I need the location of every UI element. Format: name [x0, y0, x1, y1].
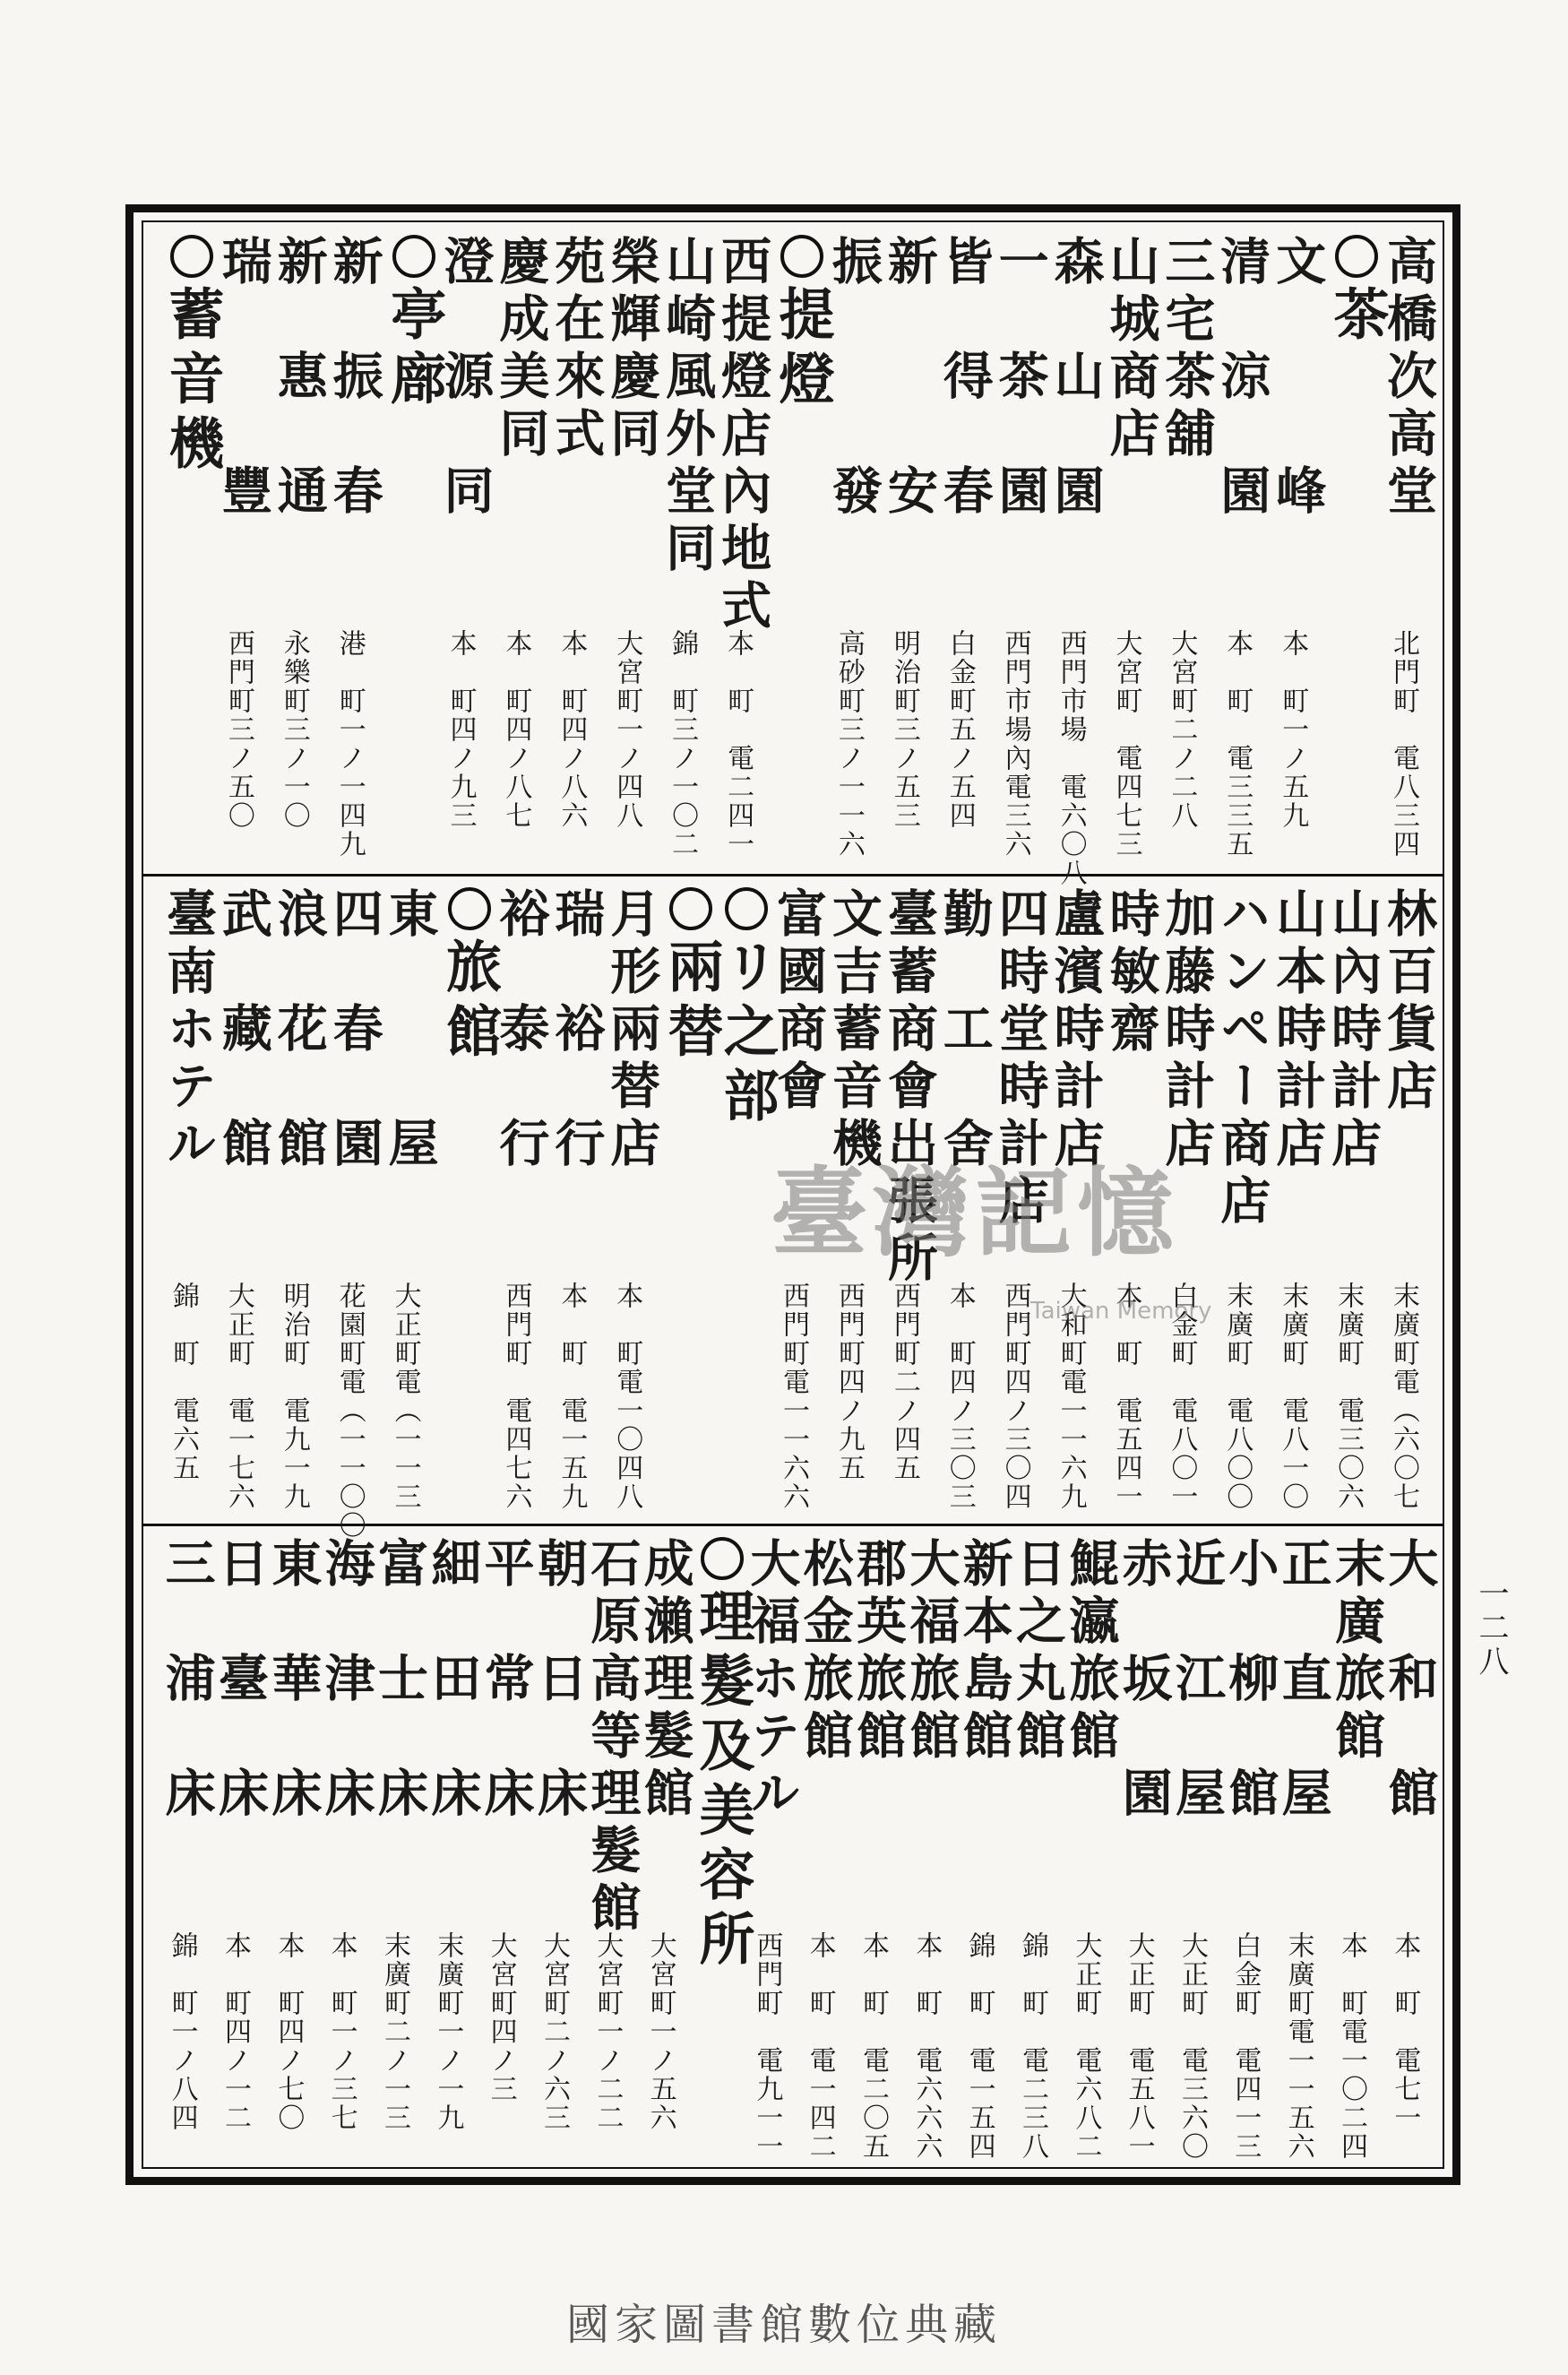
listing-name: 石原高等理髮館	[582, 1537, 642, 1939]
listing-name: 新 惠 通	[269, 235, 329, 522]
listing-name: 加藤時計店	[1157, 887, 1217, 1174]
listing-name: 日 臺 床	[211, 1537, 270, 1824]
listing-address: 西門町三ノ五〇	[222, 629, 254, 830]
listing-address: 明治町 電九一九	[278, 1282, 310, 1511]
listing-name: 武 藏 館	[213, 887, 273, 1174]
listing-address: 白金町五ノ五四	[943, 629, 976, 830]
listing-address: 本 町四ノ七〇	[272, 1931, 305, 2132]
listing-address: 本 町電一〇二四	[1336, 1931, 1367, 2161]
listing-name: 成瀨理髮館	[635, 1537, 695, 1824]
listing-name: 臺蓄商會出張所	[879, 887, 939, 1289]
listing-name: 慶成美同	[491, 235, 551, 464]
listing-name: 瑞 豐	[213, 235, 273, 522]
listing-address: 大正町 電五八一	[1123, 1931, 1155, 2161]
section-divider-1	[142, 874, 1444, 877]
listing-name: 三宅茶舖	[1157, 235, 1217, 464]
listing-name: 大 和 館	[1380, 1537, 1440, 1824]
listing-address: 本 町四ノ八六	[556, 629, 588, 830]
listing-address: 末廣町 電八一〇	[1277, 1282, 1309, 1511]
circle-mark-icon	[701, 1537, 744, 1580]
listing-name: 四時堂時計店	[990, 887, 1050, 1231]
listing-address: 大宮町一ノ二二	[591, 1931, 624, 2132]
listing-address: 北門町 電八三四	[1388, 629, 1420, 859]
circle-mark-icon	[392, 235, 435, 278]
listing-address: 大宮町二ノ六三	[538, 1931, 570, 2132]
listing-name: 小 柳 館	[1220, 1537, 1280, 1824]
listing-address: 大宮町一ノ四八	[611, 629, 643, 830]
listing-address: 西門町四ノ九五	[832, 1282, 865, 1482]
listing-address: 錦 町 電六五	[167, 1282, 199, 1482]
listing-name: 臺南ホテル	[158, 887, 218, 1174]
listing-address: 西門町四ノ三〇四	[999, 1282, 1031, 1511]
circle-mark-icon	[448, 887, 491, 930]
listing-name: 近 江 屋	[1167, 1537, 1227, 1824]
listing-name: 勤 工 舍	[935, 887, 995, 1174]
listing-name: 盧濱時計店	[1046, 887, 1106, 1174]
listing-name: 三 浦 床	[157, 1537, 217, 1824]
listing-name: 浪 花 館	[269, 887, 329, 1174]
listing-address: 大宮町 電四七三	[1110, 629, 1142, 859]
listing-address: 西門町電一一六六	[778, 1282, 809, 1511]
listing-name: 苑在來式	[547, 235, 607, 464]
page-number: 一二八	[1473, 1577, 1509, 1680]
listing-name: 清 涼 園	[1212, 235, 1272, 522]
listing-address: 西門市場內電三六	[999, 629, 1031, 859]
listing-name: 富 士 床	[370, 1537, 429, 1824]
listing-name: 時敏齋	[1101, 887, 1161, 1059]
listing-name: 新本島館	[954, 1537, 1014, 1766]
footer-credit: 國家圖書館數位典藏	[565, 2300, 1002, 2350]
listing-name: 瑞 裕 行	[547, 887, 607, 1174]
listing-name: 皆 得 春	[935, 235, 995, 522]
watermark-main: 臺灣記憶	[771, 1157, 1180, 1270]
category-label: 兩替	[659, 937, 725, 1067]
listing-name: 富國商會	[769, 887, 828, 1117]
circle-mark-icon	[725, 887, 768, 930]
listing-address: 西門町 電九一一	[751, 1931, 783, 2161]
listing-name: 裕 泰 行	[491, 887, 551, 1174]
listing-address: 末廣町電一一五六	[1282, 1931, 1314, 2161]
listing-name: 末廣旅館	[1327, 1537, 1386, 1766]
listing-address: 錦 町 電一五四	[963, 1931, 995, 2161]
listing-address: 大宮町四ノ三	[485, 1931, 517, 2103]
listing-address: 花園町電（一一〇〇	[333, 1282, 366, 1540]
listing-address: 明治町三ノ五三	[888, 629, 920, 830]
category-label: 茶	[1324, 285, 1391, 350]
listing-name: 西提燈店內地式	[713, 235, 773, 636]
listing-address: 本 町四ノ八七	[500, 629, 532, 830]
listing-address: 本 町 電一五九	[556, 1282, 588, 1511]
watermark-sub: Taiwan Memory	[1030, 1298, 1212, 1325]
listing-name: 海 津 床	[316, 1537, 376, 1824]
listing-name: 大福ホテル	[742, 1537, 802, 1824]
listing-address: 港 町一ノ一四九	[333, 629, 366, 859]
listing-address: 大正町電（一一三	[389, 1282, 421, 1511]
listing-name: 森 山 園	[1046, 235, 1106, 522]
listing-name: 振 發	[823, 235, 883, 522]
listing-name: 榮輝慶同	[602, 235, 662, 464]
listing-address: 西門町二ノ四五	[888, 1282, 920, 1482]
listing-address: 末廣町 電八〇〇	[1221, 1282, 1254, 1511]
listing-name: 山內時計店	[1323, 887, 1383, 1174]
listing-address: 大正町 電六八二	[1070, 1931, 1102, 2161]
category-label: 理髮及美容所	[690, 1587, 755, 1974]
listing-address: 本 町一ノ五九	[1277, 629, 1309, 830]
listing-address: 本 町 電五四一	[1110, 1282, 1142, 1511]
listing-name: 林百貨店	[1379, 887, 1439, 1117]
listing-address: 大宮町二ノ二八	[1166, 629, 1198, 830]
listing-name: 郡英旅館	[849, 1537, 908, 1766]
listing-address: 白金町 電四一三	[1229, 1931, 1262, 2161]
listing-address: 大正町 電一七六	[222, 1282, 254, 1511]
listing-address: 大正町 電三六〇	[1176, 1931, 1208, 2161]
listing-address: 末廣町 電三〇六	[1332, 1282, 1365, 1511]
listing-name: 朝 日 床	[530, 1537, 589, 1824]
circle-mark-icon	[1335, 235, 1378, 278]
category-label: 亭廍	[381, 285, 447, 414]
listing-name: 一 茶 園	[990, 235, 1050, 522]
listing-name: 平 常 床	[476, 1537, 536, 1824]
listing-address: 白金町 電八〇一	[1166, 1282, 1198, 1511]
listing-address: 永樂町三ノ一〇	[278, 629, 310, 830]
listing-address: 末廣町電（六〇七	[1388, 1282, 1420, 1511]
listing-name: 日之丸館	[1008, 1537, 1067, 1766]
listing-name: 赤 坂 園	[1114, 1537, 1174, 1824]
listing-name: 新 振 春	[324, 235, 384, 522]
listing-address: 本 町 電六六六	[910, 1931, 943, 2161]
listing-address: 末廣町二ノ一三	[379, 1931, 410, 2132]
listing-address: 末廣町一ノ一九	[432, 1931, 464, 2132]
category-label: 提燈	[770, 285, 835, 414]
listing-address: 大和町電一一六九	[1055, 1282, 1087, 1511]
listing-name: 正 直 屋	[1273, 1537, 1333, 1824]
category-label: リ之部	[714, 937, 780, 1131]
listing-address: 本 町四ノ一二	[220, 1931, 251, 2132]
listing-address: 本 町一ノ三七	[325, 1931, 358, 2132]
category-heading	[152, 235, 232, 479]
listing-address: 西門町 電四七六	[500, 1282, 532, 1511]
listing-address: 本 町四ノ三〇三	[943, 1282, 976, 1511]
listing-address: 本 町 電七一	[1389, 1931, 1421, 2132]
listing-name: 東 華 床	[263, 1537, 323, 1824]
listing-address: 本 町 電一四二	[804, 1931, 836, 2161]
category-label: 蓄音機	[159, 285, 225, 479]
listing-name: 新 安	[879, 235, 939, 522]
listing-address: 本 町 電二〇五	[857, 1931, 889, 2161]
listing-name: 鯤瀛旅館	[1061, 1537, 1121, 1766]
category-label: 旅館	[436, 937, 503, 1067]
listing-name: 松金旅館	[795, 1537, 855, 1766]
listing-address: 大宮町一ノ五六	[644, 1931, 676, 2132]
listing-name: 文 峰	[1268, 235, 1328, 522]
listing-address: 本 町 電三三五	[1221, 629, 1254, 859]
listing-address: 錦 町 電二三八	[1017, 1931, 1048, 2161]
listing-name: 月形兩替店	[602, 887, 662, 1174]
listing-address: 錦 町一ノ八四	[166, 1931, 198, 2132]
listing-name: ハンペー商店	[1212, 887, 1272, 1231]
listing-address: 西門市場 電六〇八	[1055, 629, 1087, 887]
listing-address: 本 町 電二四一	[722, 629, 754, 859]
listing-name: 澄 源 同	[435, 235, 495, 522]
listing-name: 山本時計店	[1268, 887, 1328, 1174]
listing-address: 本 町四ノ九三	[444, 629, 477, 830]
listing-name: 文吉蓄音機	[823, 887, 883, 1174]
listing-name: 高橋次高堂	[1379, 235, 1439, 522]
listing-name: 山崎風外堂同	[658, 235, 718, 579]
listing-address: 本 町電一〇四八	[611, 1282, 643, 1511]
listing-name: 山城商店	[1101, 235, 1161, 464]
listing-name: 東 屋	[380, 887, 440, 1174]
circle-mark-icon	[170, 235, 213, 278]
listing-address: 錦 町三ノ一〇二	[667, 629, 699, 859]
circle-mark-icon	[669, 887, 712, 930]
listing-name: 大福旅館	[901, 1537, 961, 1766]
listing-address: 高砂町三ノ一一六	[832, 629, 865, 859]
listing-name: 細 田 床	[423, 1537, 483, 1824]
listing-name: 四 春 園	[324, 887, 384, 1174]
circle-mark-icon	[780, 235, 823, 278]
